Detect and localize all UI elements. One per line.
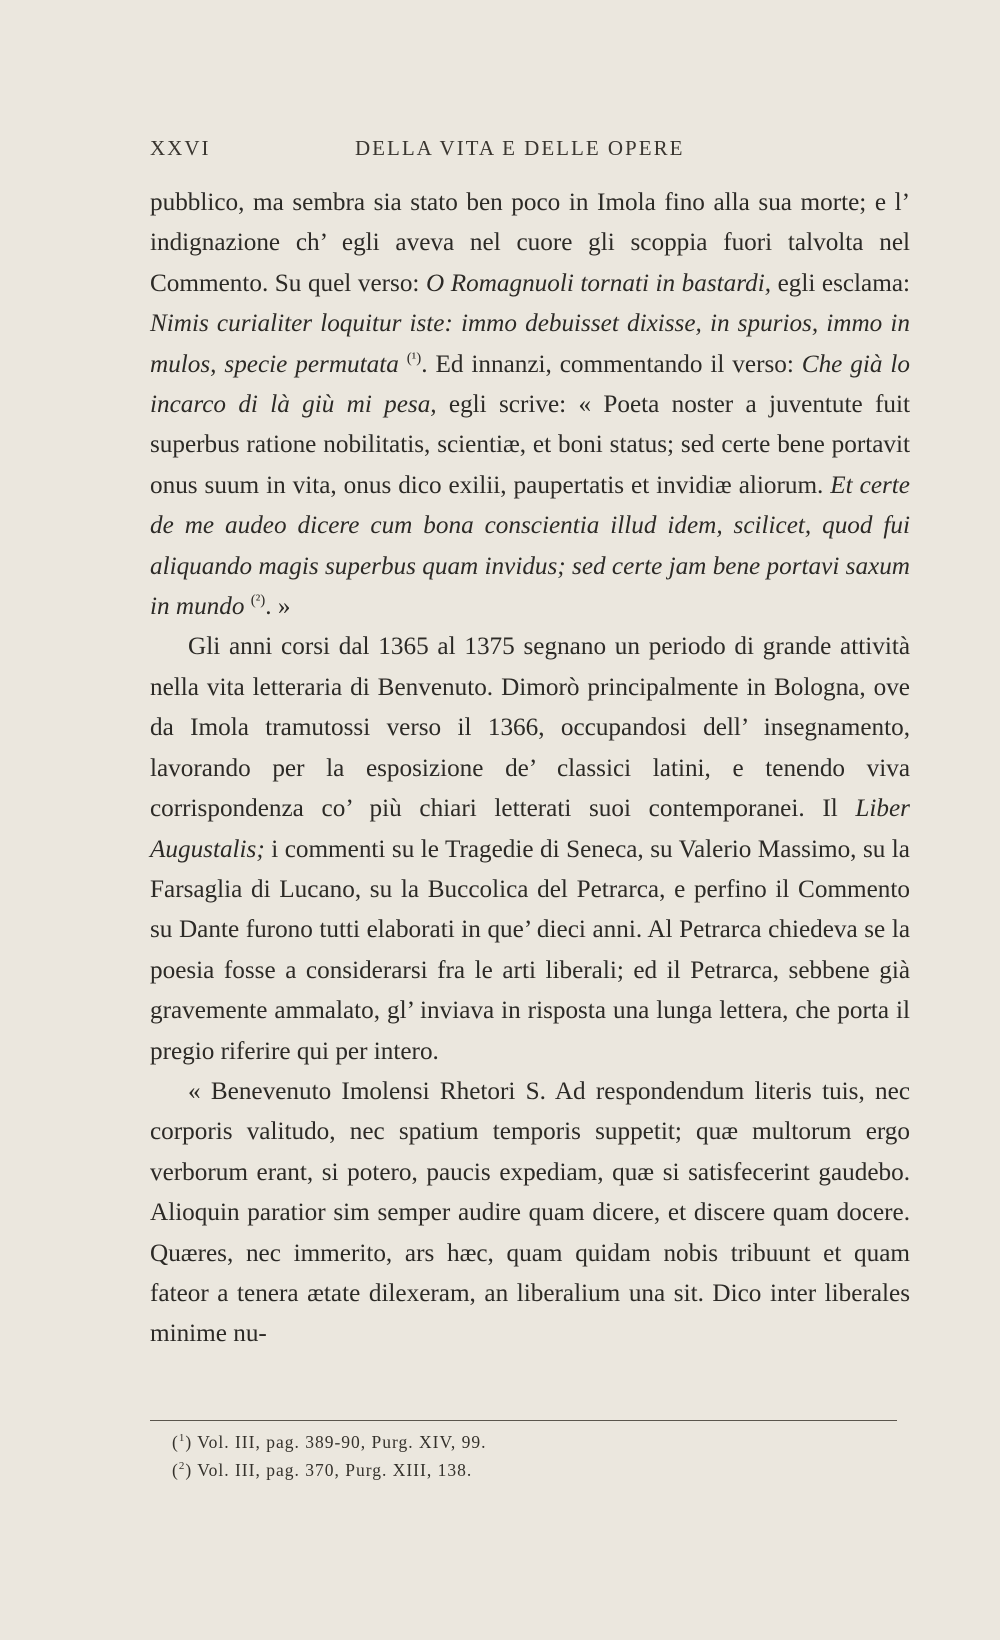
- footnote-text: Vol. III, pag. 370, Purg. XIII, 138.: [197, 1460, 473, 1480]
- text-segment: egli esclama:: [771, 269, 910, 297]
- page-number: XXVI: [150, 136, 211, 160]
- footnote-mark: 2: [178, 1460, 186, 1473]
- text-segment: pubblico, ma sembra sia stato ben poco in Imola fino alla sua morte; e l’ indignazione ch’ egli aveva nel cuore gli scoppia fuori talvolta nel Commento. Su quel verso:: [150, 189, 910, 297]
- paragraph-2: [150, 627, 910, 1071]
- footnote-ref-2: (²): [250, 592, 266, 609]
- italic-quote: Et certe de me audeo dicere cum bona conscientia illud idem, scilicet, quod fui aliquando magis superbus quam invidus; sed certe jam bene portavi saxum in mundo: [150, 471, 910, 621]
- footnote-mark: 1: [178, 1432, 186, 1445]
- text-segment: Gli anni corsi dal 1365 al 1375 segnano un periodo di grande attività nella vita letteraria di Benvenuto. Dimorò principalmente in Bologna, ove da Imola tramutossi verso il 1366, occupandosi dell’ insegnamento, lavorando per la esposizione de’ classici latini, e tenendo viva corrispondenza co’ più chiari letterati suoi contemporanei. Il: [150, 633, 910, 823]
- italic-quote: Nimis curialiter loquitur iste: immo debuisset dixisse, in spurios, immo in mulos, specie permutata: [150, 310, 910, 378]
- text-segment: egli scrive: « Poeta noster a juventute fuit superbus ratione nobilitatis, scientiæ, et boni status; sed certe bene portavit onus suum in vita, onus dico exilii, paupertatis et invidiæ aliorum.: [150, 391, 910, 499]
- text-segment: . »: [265, 593, 291, 621]
- text-segment: . Ed innanzi, commentando il verso:: [421, 350, 802, 378]
- body-text: [150, 183, 910, 1355]
- footnote-rule: [150, 1420, 897, 1421]
- footnote-2: ($^2$) Vol. III, pag. 370, Purg. XIII, 138.: [172, 1460, 473, 1480]
- text-segment: « Benevenuto Imolensi Rhetori S. Ad respondendum literis tuis, nec corporis valitudo, nec spatium temporis suppetit; quæ multorum ergo verborum erant, si potero, paucis expediam, quæ si satisfecerint gaudebo. Alioquin paratior sim semper audire quam dicere, et discere quam docere. Quæres, nec immerito, ars hæc, quam quidam nobis tribuunt et quam fateor a tenera ætate dilexeram, an liberalium una sit. Dico inter liberales minime nu-: [150, 1077, 910, 1348]
- italic-quote: Che già lo incarco di là giù mi pesa,: [150, 350, 910, 419]
- text-segment: i commenti su le Tragedie di Seneca, su Valerio Massimo, su la Farsaglia di Lucano, su la Buccolica del Petrarca, e perfino il Commento su Dante furono tutti elaborati in que’ dieci anni. Al Petrarca chiedeva se la poesia fosse a considerarsi fra le arti liberali; ed il Petrarca, sebbene già gravemente ammalato, gl’ inviava in risposta una lunga lettera, che porta il pregio riferire qui per intero.: [150, 835, 910, 1065]
- footnote-1: ($^1$) Vol. III, pag. 389-90, Purg. XIV, 99.: [172, 1432, 487, 1452]
- running-title: DELLA VITA E DELLE OPERE: [355, 136, 685, 160]
- paragraph-3: [150, 1072, 910, 1355]
- footnote-text: Vol. III, pag. 389-90, Purg. XIV, 99.: [197, 1432, 487, 1452]
- italic-quote: O Romagnuoli tornati in bastardi,: [425, 269, 772, 297]
- paragraph-1: [150, 183, 910, 627]
- footnote-ref-1: (¹): [406, 350, 422, 367]
- italic-title: Liber Augustalis;: [150, 795, 910, 863]
- footnotes: [172, 1428, 487, 1484]
